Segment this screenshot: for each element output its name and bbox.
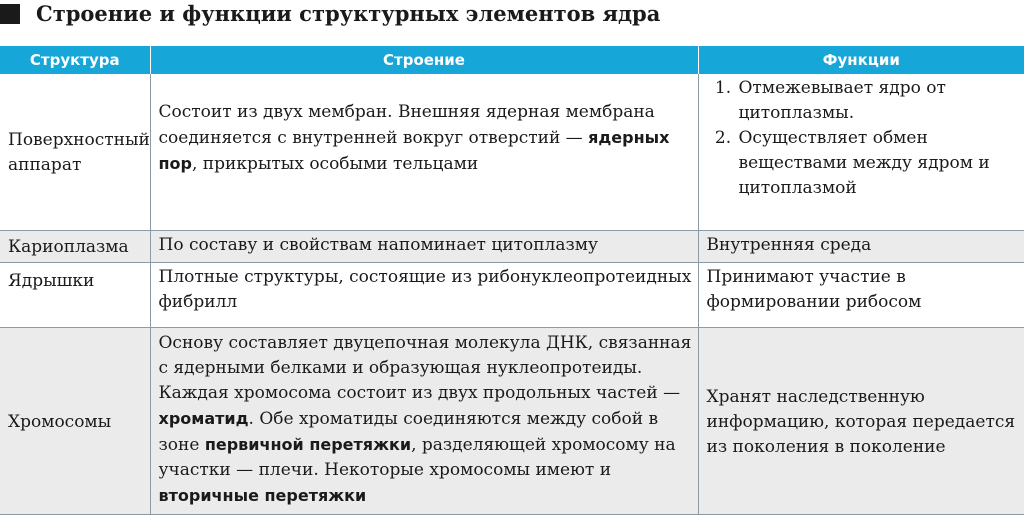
bold-term: вторичные перетяжки (158, 486, 367, 505)
header-composition: Строение (150, 46, 698, 74)
bold-term: ядерных пор (158, 128, 670, 173)
title-row (0, 0, 1024, 36)
functions-cell: Принимают участие в формировании рибосом (698, 263, 1024, 328)
list-item: 1. Отмежевывает ядро от цитоплазмы. (737, 76, 1019, 126)
text-span: Основу составляет двуцепочная молекула ДНК, связанная с ядерными белками и образующая нуклеопротеиды. Каждая хромосома состоит из двух продольных частей — (158, 333, 692, 403)
composition-cell (150, 74, 698, 231)
header-structure: Структура (0, 46, 150, 74)
functions-cell (698, 74, 1024, 231)
header-row (0, 46, 1024, 74)
table-row (0, 263, 1024, 328)
functions-list (707, 76, 1019, 201)
list-item: 2. Осуществляет обмен веществами между ядром и цитоплазмой (737, 126, 1019, 201)
table-row (0, 231, 1024, 263)
composition-cell: Плотные структуры, состоящие из рибонуклеопротеидных фибрилл (150, 263, 698, 328)
structure-cell: Ядрышки (0, 263, 150, 328)
structure-cell: Поверхностный аппарат (0, 74, 150, 231)
table-row (0, 328, 1024, 515)
structure-cell: Кариоплазма (0, 231, 150, 263)
composition-cell (150, 328, 698, 515)
title-square-bullet (0, 4, 20, 24)
composition-cell: По составу и свойствам напоминает цитоплазму (150, 231, 698, 263)
header-functions: Функции (698, 46, 1024, 74)
text-span: Состоит из двух мембран. Внешняя ядерная мембрана соединяется с внутренней вокруг отверстий — (158, 102, 655, 148)
functions-cell: Хранят наследственную информацию, которая передается из поколения в поколение (698, 328, 1024, 515)
text-span: , прикрытых особыми тельцами (192, 154, 479, 174)
text-span: , разделяющей хромосому на участки — плечи. Некоторые хромосомы имеют и (158, 435, 676, 480)
text-span: . Обе хроматиды соединяются между собой в зоне (158, 409, 659, 455)
functions-cell: Внутренняя среда (698, 231, 1024, 263)
bold-term: хроматид (158, 409, 249, 428)
page-title: Строение и функции структурных элементов ядра (36, 1, 661, 26)
nucleus-table (0, 46, 1024, 515)
structure-cell: Хромосомы (0, 328, 150, 515)
bold-term: первичной перетяжки (204, 435, 412, 454)
table-row (0, 74, 1024, 231)
